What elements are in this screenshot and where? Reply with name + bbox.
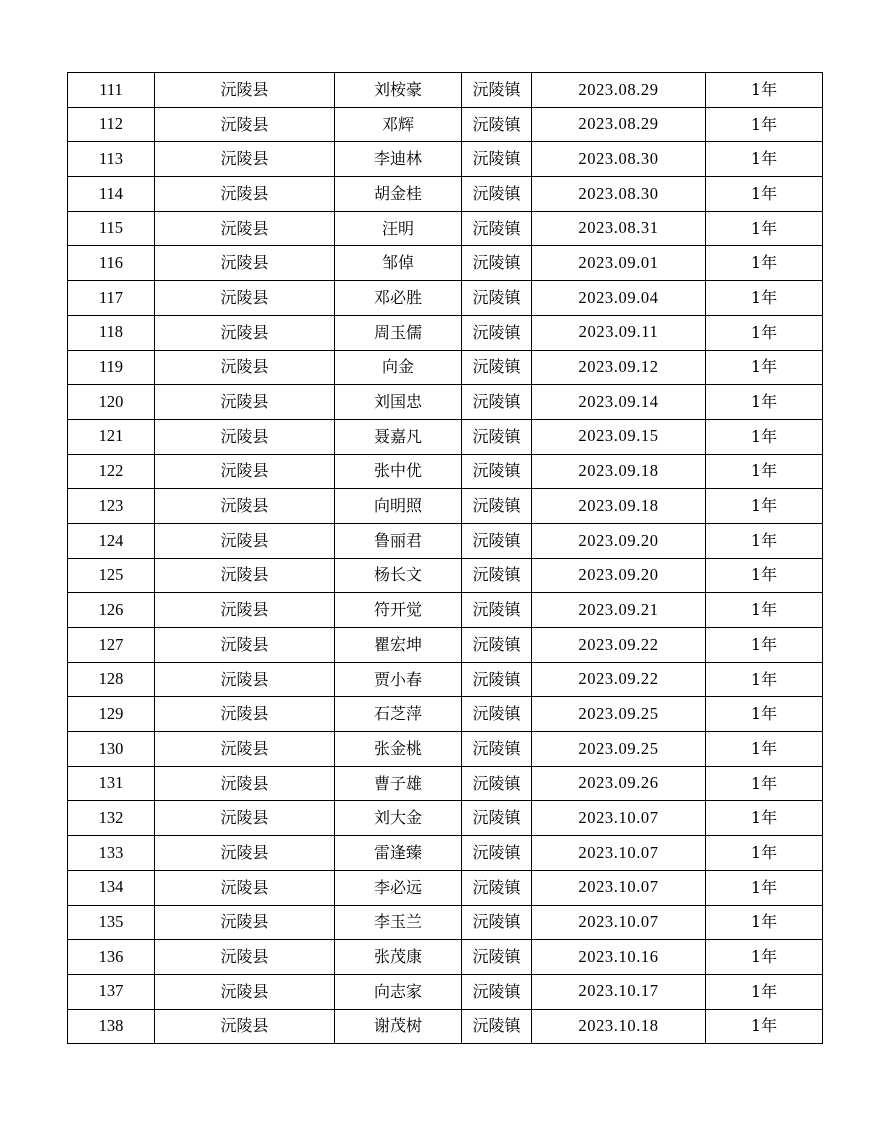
date-cell: 2023.08.29 xyxy=(532,73,706,108)
date-cell: 2023.09.04 xyxy=(532,281,706,316)
county-cell: 沅陵县 xyxy=(155,107,335,142)
row-number-cell: 128 xyxy=(68,662,155,697)
name-cell: 邓辉 xyxy=(335,107,462,142)
term-cell: 1年 xyxy=(706,940,823,975)
row-number-cell: 119 xyxy=(68,350,155,385)
town-cell: 沅陵镇 xyxy=(462,246,532,281)
term-cell: 1年 xyxy=(706,766,823,801)
table-row xyxy=(68,974,823,1009)
row-number-cell: 115 xyxy=(68,211,155,246)
term-cell: 1年 xyxy=(706,419,823,454)
term-cell: 1年 xyxy=(706,836,823,871)
date-cell: 2023.08.31 xyxy=(532,211,706,246)
name-cell: 李玉兰 xyxy=(335,905,462,940)
table-row xyxy=(68,142,823,177)
date-cell: 2023.09.14 xyxy=(532,385,706,420)
name-cell: 李必远 xyxy=(335,870,462,905)
county-cell: 沅陵县 xyxy=(155,315,335,350)
row-number-cell: 127 xyxy=(68,628,155,663)
date-cell: 2023.09.20 xyxy=(532,523,706,558)
town-cell: 沅陵镇 xyxy=(462,177,532,212)
name-cell: 向明照 xyxy=(335,489,462,524)
term-cell: 1年 xyxy=(706,558,823,593)
records-table-body xyxy=(68,73,823,1044)
table-row xyxy=(68,177,823,212)
term-cell: 1年 xyxy=(706,281,823,316)
town-cell: 沅陵镇 xyxy=(462,107,532,142)
county-cell: 沅陵县 xyxy=(155,281,335,316)
records-table xyxy=(67,72,823,1044)
table-row xyxy=(68,73,823,108)
date-cell: 2023.10.16 xyxy=(532,940,706,975)
date-cell: 2023.09.12 xyxy=(532,350,706,385)
name-cell: 瞿宏坤 xyxy=(335,628,462,663)
town-cell: 沅陵镇 xyxy=(462,142,532,177)
town-cell: 沅陵镇 xyxy=(462,870,532,905)
date-cell: 2023.09.01 xyxy=(532,246,706,281)
name-cell: 谢茂树 xyxy=(335,1009,462,1044)
row-number-cell: 136 xyxy=(68,940,155,975)
date-cell: 2023.10.07 xyxy=(532,905,706,940)
term-cell: 1年 xyxy=(706,1009,823,1044)
row-number-cell: 121 xyxy=(68,419,155,454)
table-row xyxy=(68,836,823,871)
name-cell: 曹子雄 xyxy=(335,766,462,801)
town-cell: 沅陵镇 xyxy=(462,628,532,663)
row-number-cell: 130 xyxy=(68,732,155,767)
date-cell: 2023.10.07 xyxy=(532,801,706,836)
county-cell: 沅陵县 xyxy=(155,593,335,628)
county-cell: 沅陵县 xyxy=(155,801,335,836)
table-row xyxy=(68,385,823,420)
town-cell: 沅陵镇 xyxy=(462,1009,532,1044)
name-cell: 向金 xyxy=(335,350,462,385)
date-cell: 2023.09.15 xyxy=(532,419,706,454)
county-cell: 沅陵县 xyxy=(155,1009,335,1044)
name-cell: 聂嘉凡 xyxy=(335,419,462,454)
county-cell: 沅陵县 xyxy=(155,836,335,871)
county-cell: 沅陵县 xyxy=(155,350,335,385)
term-cell: 1年 xyxy=(706,246,823,281)
row-number-cell: 134 xyxy=(68,870,155,905)
county-cell: 沅陵县 xyxy=(155,558,335,593)
term-cell: 1年 xyxy=(706,905,823,940)
town-cell: 沅陵镇 xyxy=(462,350,532,385)
table-row xyxy=(68,523,823,558)
date-cell: 2023.09.22 xyxy=(532,628,706,663)
table-row xyxy=(68,593,823,628)
name-cell: 汪明 xyxy=(335,211,462,246)
row-number-cell: 132 xyxy=(68,801,155,836)
name-cell: 刘桉豪 xyxy=(335,73,462,108)
county-cell: 沅陵县 xyxy=(155,974,335,1009)
county-cell: 沅陵县 xyxy=(155,419,335,454)
row-number-cell: 125 xyxy=(68,558,155,593)
term-cell: 1年 xyxy=(706,454,823,489)
name-cell: 刘大金 xyxy=(335,801,462,836)
table-row xyxy=(68,454,823,489)
term-cell: 1年 xyxy=(706,801,823,836)
town-cell: 沅陵镇 xyxy=(462,211,532,246)
name-cell: 鲁丽君 xyxy=(335,523,462,558)
table-row xyxy=(68,732,823,767)
town-cell: 沅陵镇 xyxy=(462,836,532,871)
table-row xyxy=(68,107,823,142)
table-row xyxy=(68,1009,823,1044)
table-row xyxy=(68,489,823,524)
row-number-cell: 113 xyxy=(68,142,155,177)
date-cell: 2023.10.07 xyxy=(532,870,706,905)
term-cell: 1年 xyxy=(706,177,823,212)
row-number-cell: 138 xyxy=(68,1009,155,1044)
name-cell: 张茂康 xyxy=(335,940,462,975)
date-cell: 2023.09.26 xyxy=(532,766,706,801)
date-cell: 2023.09.20 xyxy=(532,558,706,593)
row-number-cell: 112 xyxy=(68,107,155,142)
table-row xyxy=(68,211,823,246)
table-row xyxy=(68,315,823,350)
county-cell: 沅陵县 xyxy=(155,662,335,697)
term-cell: 1年 xyxy=(706,974,823,1009)
name-cell: 张金桃 xyxy=(335,732,462,767)
town-cell: 沅陵镇 xyxy=(462,489,532,524)
term-cell: 1年 xyxy=(706,142,823,177)
name-cell: 刘国忠 xyxy=(335,385,462,420)
county-cell: 沅陵县 xyxy=(155,523,335,558)
row-number-cell: 114 xyxy=(68,177,155,212)
term-cell: 1年 xyxy=(706,732,823,767)
term-cell: 1年 xyxy=(706,107,823,142)
table-row xyxy=(68,766,823,801)
row-number-cell: 120 xyxy=(68,385,155,420)
date-cell: 2023.08.29 xyxy=(532,107,706,142)
row-number-cell: 116 xyxy=(68,246,155,281)
date-cell: 2023.09.11 xyxy=(532,315,706,350)
date-cell: 2023.10.07 xyxy=(532,836,706,871)
county-cell: 沅陵县 xyxy=(155,246,335,281)
town-cell: 沅陵镇 xyxy=(462,281,532,316)
county-cell: 沅陵县 xyxy=(155,940,335,975)
table-row xyxy=(68,419,823,454)
county-cell: 沅陵县 xyxy=(155,73,335,108)
term-cell: 1年 xyxy=(706,385,823,420)
town-cell: 沅陵镇 xyxy=(462,558,532,593)
row-number-cell: 135 xyxy=(68,905,155,940)
town-cell: 沅陵镇 xyxy=(462,732,532,767)
table-row xyxy=(68,662,823,697)
term-cell: 1年 xyxy=(706,697,823,732)
county-cell: 沅陵县 xyxy=(155,905,335,940)
row-number-cell: 137 xyxy=(68,974,155,1009)
date-cell: 2023.09.22 xyxy=(532,662,706,697)
county-cell: 沅陵县 xyxy=(155,766,335,801)
town-cell: 沅陵镇 xyxy=(462,662,532,697)
table-row xyxy=(68,628,823,663)
row-number-cell: 118 xyxy=(68,315,155,350)
term-cell: 1年 xyxy=(706,523,823,558)
date-cell: 2023.10.17 xyxy=(532,974,706,1009)
table-row xyxy=(68,246,823,281)
town-cell: 沅陵镇 xyxy=(462,454,532,489)
name-cell: 贾小春 xyxy=(335,662,462,697)
row-number-cell: 117 xyxy=(68,281,155,316)
name-cell: 李迪林 xyxy=(335,142,462,177)
town-cell: 沅陵镇 xyxy=(462,766,532,801)
name-cell: 胡金桂 xyxy=(335,177,462,212)
date-cell: 2023.09.18 xyxy=(532,454,706,489)
term-cell: 1年 xyxy=(706,73,823,108)
date-cell: 2023.09.25 xyxy=(532,732,706,767)
row-number-cell: 129 xyxy=(68,697,155,732)
term-cell: 1年 xyxy=(706,489,823,524)
row-number-cell: 133 xyxy=(68,836,155,871)
name-cell: 邹倬 xyxy=(335,246,462,281)
date-cell: 2023.10.18 xyxy=(532,1009,706,1044)
table-row xyxy=(68,940,823,975)
county-cell: 沅陵县 xyxy=(155,385,335,420)
town-cell: 沅陵镇 xyxy=(462,593,532,628)
town-cell: 沅陵镇 xyxy=(462,315,532,350)
name-cell: 符开觉 xyxy=(335,593,462,628)
name-cell: 邓必胜 xyxy=(335,281,462,316)
name-cell: 石芝萍 xyxy=(335,697,462,732)
county-cell: 沅陵县 xyxy=(155,628,335,663)
row-number-cell: 131 xyxy=(68,766,155,801)
county-cell: 沅陵县 xyxy=(155,870,335,905)
table-row xyxy=(68,350,823,385)
name-cell: 周玉儒 xyxy=(335,315,462,350)
date-cell: 2023.09.21 xyxy=(532,593,706,628)
town-cell: 沅陵镇 xyxy=(462,974,532,1009)
town-cell: 沅陵镇 xyxy=(462,419,532,454)
row-number-cell: 124 xyxy=(68,523,155,558)
table-row xyxy=(68,697,823,732)
name-cell: 雷逢臻 xyxy=(335,836,462,871)
town-cell: 沅陵镇 xyxy=(462,801,532,836)
table-row xyxy=(68,558,823,593)
town-cell: 沅陵镇 xyxy=(462,940,532,975)
row-number-cell: 122 xyxy=(68,454,155,489)
town-cell: 沅陵镇 xyxy=(462,73,532,108)
table-row xyxy=(68,905,823,940)
county-cell: 沅陵县 xyxy=(155,142,335,177)
county-cell: 沅陵县 xyxy=(155,177,335,212)
term-cell: 1年 xyxy=(706,870,823,905)
date-cell: 2023.09.18 xyxy=(532,489,706,524)
date-cell: 2023.08.30 xyxy=(532,177,706,212)
term-cell: 1年 xyxy=(706,211,823,246)
term-cell: 1年 xyxy=(706,350,823,385)
table-row xyxy=(68,801,823,836)
name-cell: 张中优 xyxy=(335,454,462,489)
term-cell: 1年 xyxy=(706,593,823,628)
county-cell: 沅陵县 xyxy=(155,732,335,767)
table-row xyxy=(68,870,823,905)
town-cell: 沅陵镇 xyxy=(462,523,532,558)
row-number-cell: 126 xyxy=(68,593,155,628)
county-cell: 沅陵县 xyxy=(155,697,335,732)
row-number-cell: 123 xyxy=(68,489,155,524)
term-cell: 1年 xyxy=(706,628,823,663)
date-cell: 2023.09.25 xyxy=(532,697,706,732)
date-cell: 2023.08.30 xyxy=(532,142,706,177)
term-cell: 1年 xyxy=(706,662,823,697)
county-cell: 沅陵县 xyxy=(155,211,335,246)
county-cell: 沅陵县 xyxy=(155,489,335,524)
county-cell: 沅陵县 xyxy=(155,454,335,489)
table-row xyxy=(68,281,823,316)
town-cell: 沅陵镇 xyxy=(462,385,532,420)
name-cell: 杨长文 xyxy=(335,558,462,593)
term-cell: 1年 xyxy=(706,315,823,350)
row-number-cell: 111 xyxy=(68,73,155,108)
town-cell: 沅陵镇 xyxy=(462,697,532,732)
town-cell: 沅陵镇 xyxy=(462,905,532,940)
name-cell: 向志家 xyxy=(335,974,462,1009)
